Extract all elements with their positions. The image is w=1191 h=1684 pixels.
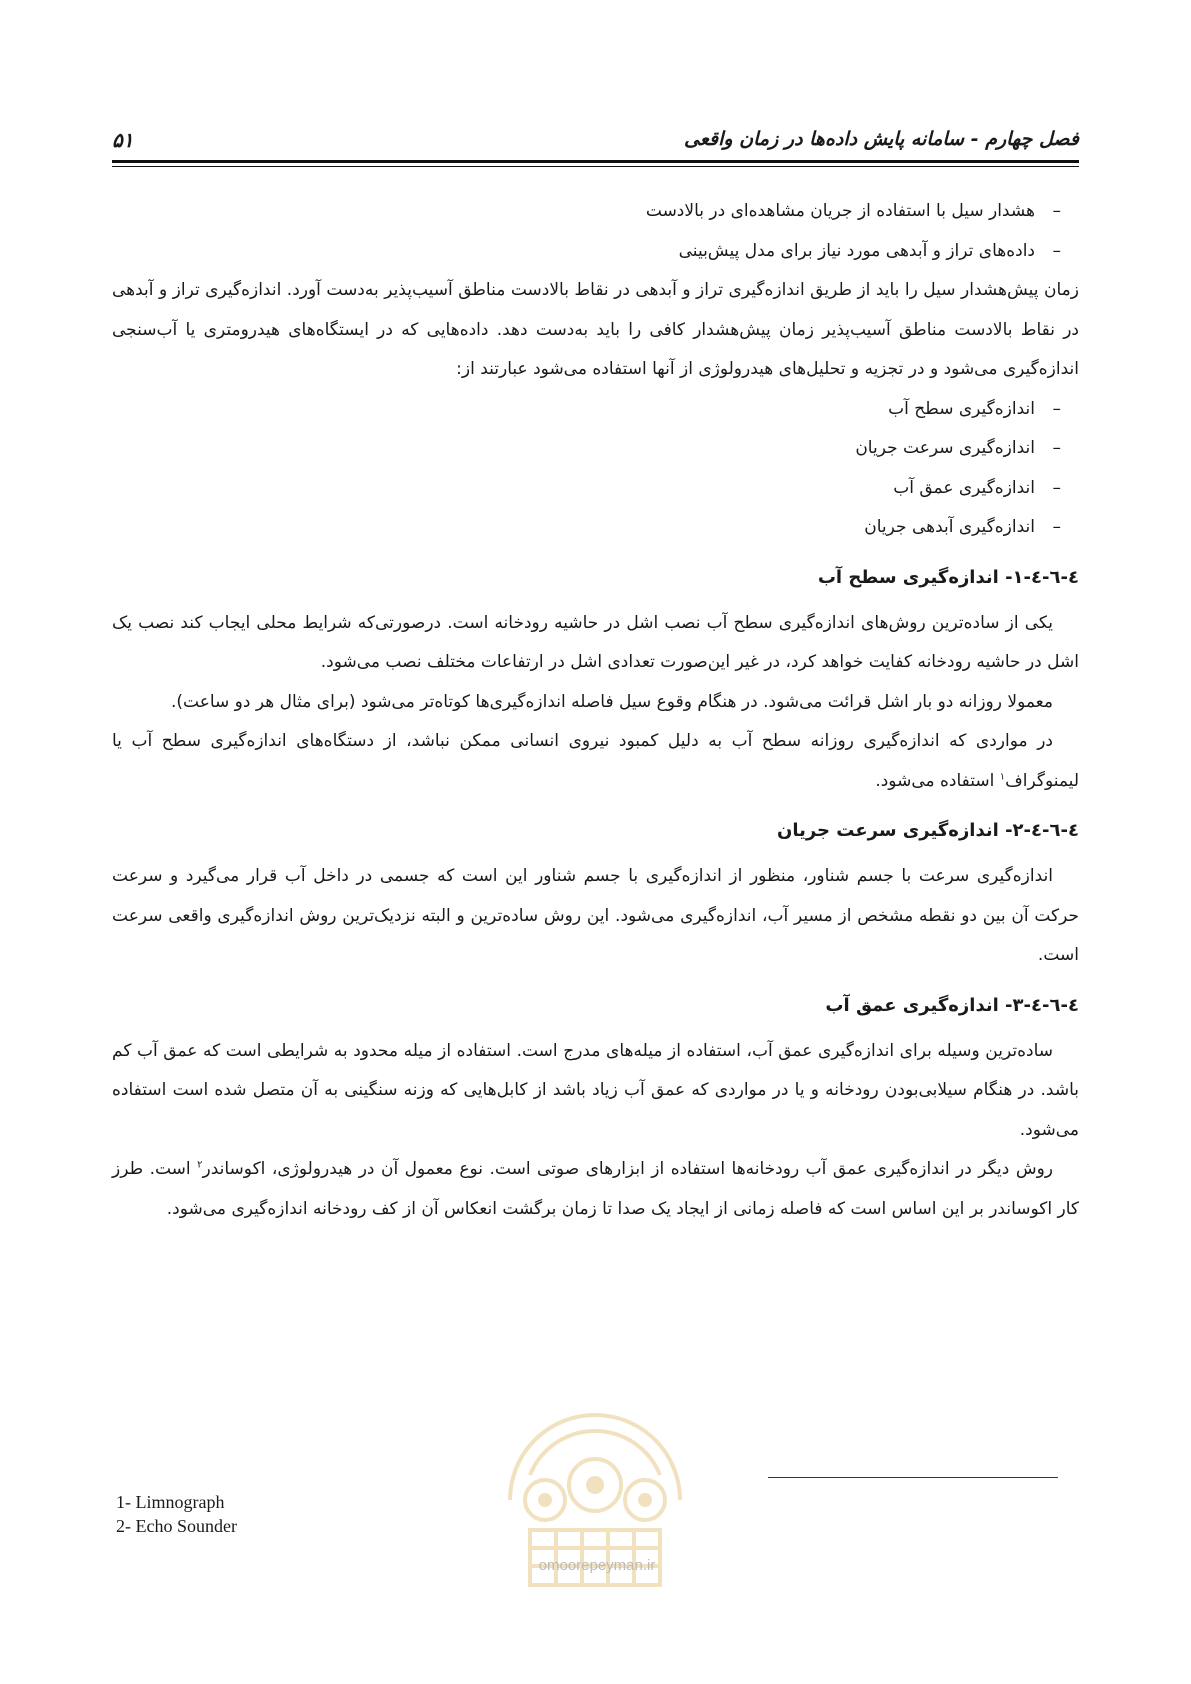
bullet-list-2	[112, 390, 1079, 548]
list-item: –هشدار سیل با استفاده از جریان مشاهده‌ای در بالادست	[112, 192, 1061, 232]
page-number: ۵۱	[112, 128, 134, 152]
chapter-title: فصل چهارم - سامانه پایش داده‌ها در زمان واقعی	[684, 128, 1079, 150]
section-heading-flow-velocity: ٤-٦-٤-٢- اندازه‌گیری سرعت جریان	[776, 820, 1079, 841]
dash-mark: –	[1052, 438, 1061, 458]
header-rule-thin	[112, 166, 1079, 167]
paragraph: ساده‌ترین وسیله برای اندازه‌گیری عمق آب، استفاده از میله‌های مدرج است. استفاده از میله محدود به شرایطی است که عمق آب کم باشد. در هنگام سیلابی‌بودن رودخانه و یا در مواردی که عمق آب زیاد باشد از کابل‌هایی که وزنه سنگینی به آن متصل شده است استفاده می‌شود.	[112, 1040, 1079, 1140]
footnote-rule	[768, 1477, 1058, 1478]
header-rule	[112, 160, 1079, 163]
section-heading-water-level: ٤-٦-٤-١- اندازه‌گیری سطح آب	[817, 566, 1079, 588]
list-item: –اندازه‌گیری سطح آب	[112, 390, 1061, 430]
paragraph: در مواردی که اندازه‌گیری روزانه سطح آب به دلیل کمبود نیروی انسانی ممکن نباشد، از دستگاه‌های اندازه‌گیری سطح آب یا لیمنوگراف$^۱$ استفاده می‌شود.	[112, 731, 1079, 791]
footnote-ref: ۱	[999, 770, 1006, 782]
footnote-ref: ۲	[197, 1159, 203, 1171]
page-body	[112, 192, 1079, 1229]
dash-mark: –	[1052, 240, 1061, 261]
intro-paragraph: زمان پیش‌هشدار سیل را باید از طریق اندازه‌گیری تراز و آبدهی در نقاط بالادست مناطق آسیب‌پذیر به‌دست آورد. اندازه‌گیری تراز و آبدهی در نقاط بالادست مناطق آسیب‌پذیر زمان پیش‌هشدار کافی را باید به‌دست دهد. داده‌هایی که در ایستگاه‌های هیدرومتری یا آب‌سنجی اندازه‌گیری می‌شود و در تجزیه و تحلیل‌های هیدرولوژی از آنها استفاده می‌شود عبارتند از:	[112, 280, 1079, 379]
dash-mark: –	[1052, 517, 1061, 537]
list-item: –داده‌های تراز و آبدهی مورد نیاز برای مدل پیش‌بینی	[112, 232, 1061, 272]
bullet-list-1	[112, 192, 1079, 271]
dash-mark: –	[1052, 477, 1061, 498]
dash-mark: –	[1052, 201, 1061, 221]
footnote: 1- Limnograph	[116, 1492, 225, 1512]
page-header	[112, 128, 1079, 162]
paragraph: روش دیگر در اندازه‌گیری عمق آب رودخانه‌ها استفاده از ابزارهای صوتی است. نوع معمول آن در هیدرولوژی، اکوساندر$^۲$ است. طرز کار اکوساندر بر این اساس است که فاصله زمانی از ایجاد یک صدا تا زمان برگشت انعکاس آن از کف رودخانه اندازه‌گیری می‌شود.	[112, 1159, 1079, 1219]
list-item: –اندازه‌گیری آبدهی جریان	[112, 508, 1061, 548]
paragraph: معمولا روزانه دو بار اشل قرائت می‌شود. در هنگام وقوع سیل فاصله اندازه‌گیری‌ها کوتاه‌تر می‌شود (برای مثال هر دو ساعت).	[170, 691, 1053, 712]
watermark-url: omoorepeyman.ir	[538, 1557, 656, 1574]
paragraph: اندازه‌گیری سرعت با جسم شناور، منظور از اندازه‌گیری با جسم شناور این است که جسمی در داخل آب قرار می‌گیرد و سرعت حرکت آن بین دو نقطه مشخص از مسیر آب، اندازه‌گیری می‌شود. این روش ساده‌ترین و البته نزدیک‌ترین روش اندازه‌گیری واقعی سرعت است.	[112, 866, 1079, 965]
list-item: –اندازه‌گیری عمق آب	[112, 469, 1061, 509]
paragraph: یکی از ساده‌ترین روش‌های اندازه‌گیری سطح آب نصب اشل در حاشیه رودخانه است. درصورتی‌که شرایط محلی ایجاب کند نصب یک اشل در حاشیه رودخانه کفایت خواهد کرد، در غیر این‌صورت تعدادی اشل در ارتفاعات مختلف نصب می‌شود.	[112, 612, 1079, 672]
dash-mark: –	[1052, 398, 1061, 419]
section-heading-water-depth: ٤-٦-٤-٣- اندازه‌گیری عمق آب	[825, 994, 1079, 1016]
footnote: 2- Echo Sounder	[116, 1516, 237, 1536]
list-item: –اندازه‌گیری سرعت جریان	[112, 429, 1061, 469]
footnotes	[116, 1490, 237, 1538]
